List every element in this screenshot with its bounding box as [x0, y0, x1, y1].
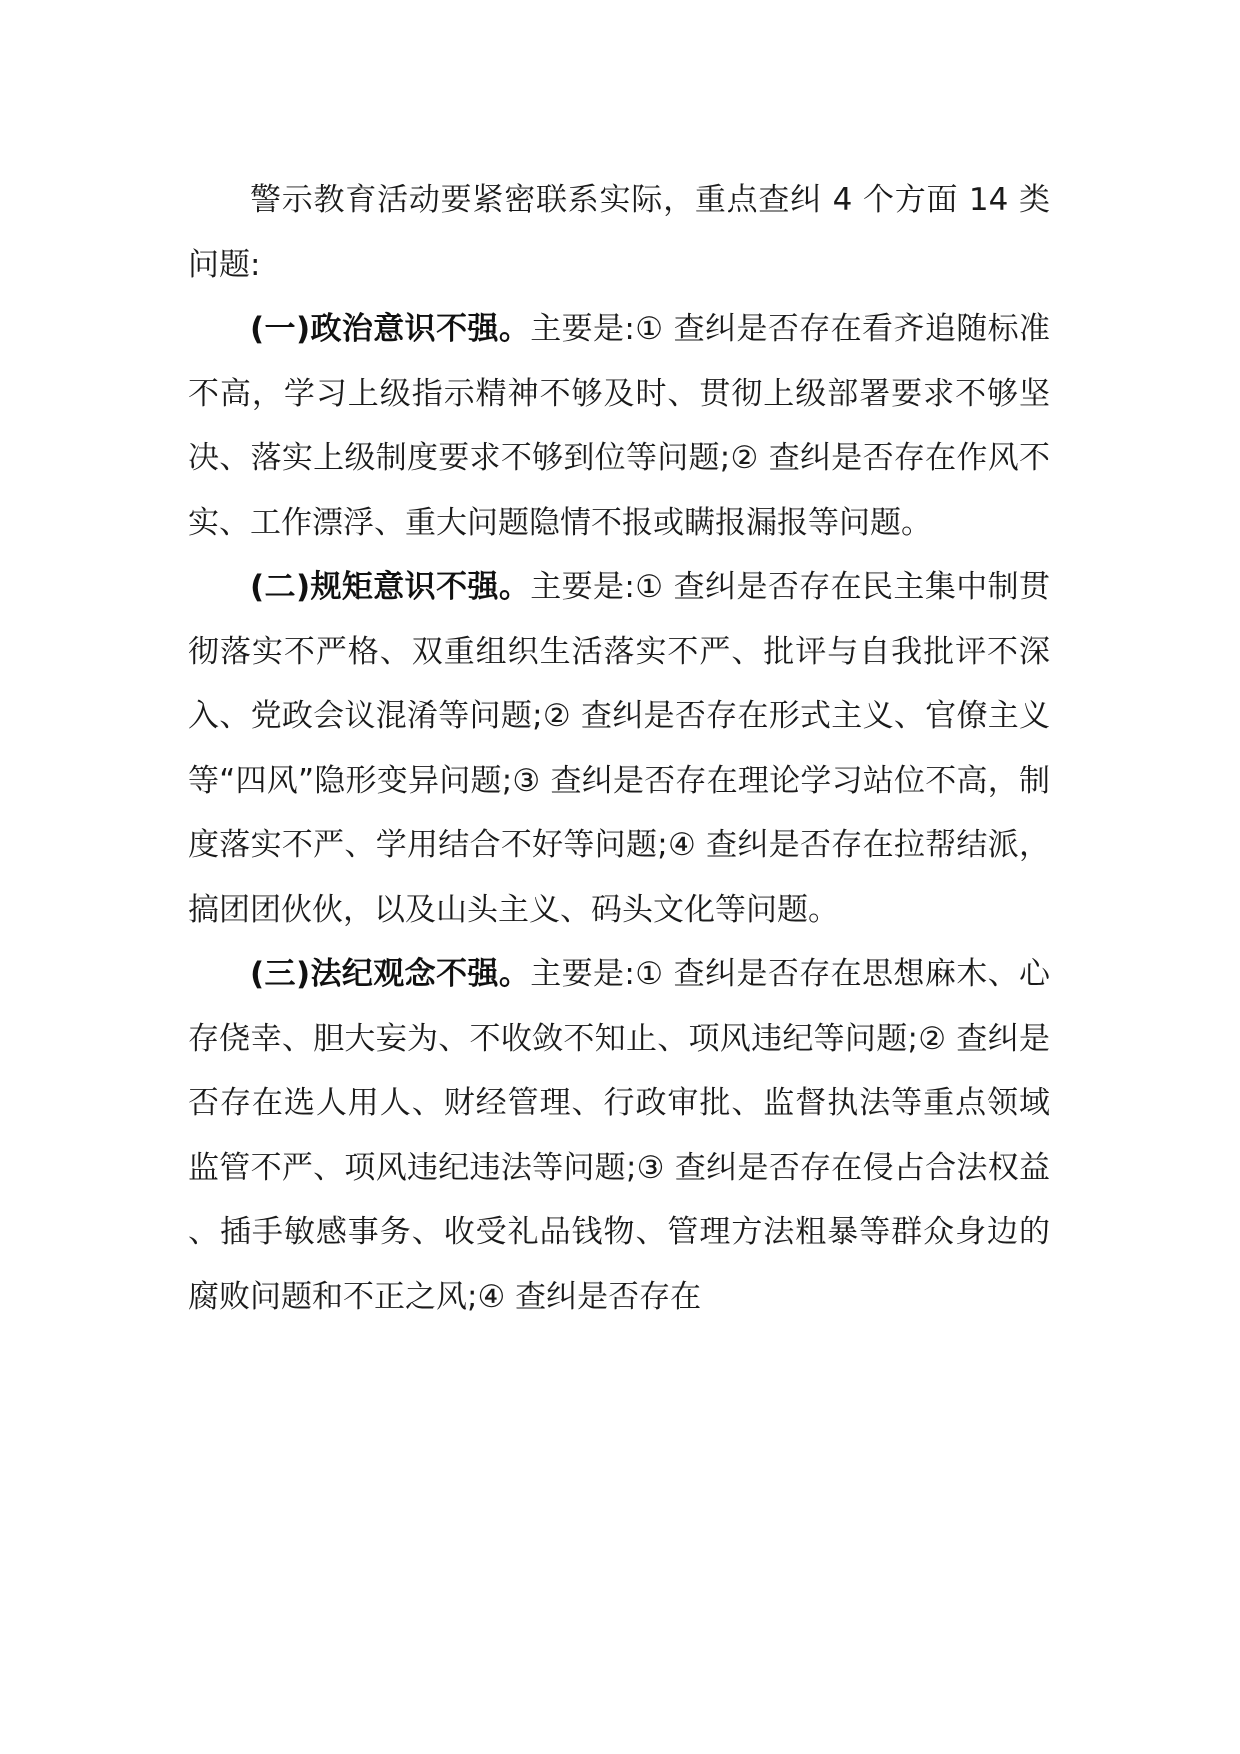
section-3-paragraph	[188, 942, 1050, 1329]
section-1-heading: (一)政治意识不强。	[250, 311, 531, 347]
document-body	[188, 168, 1050, 1329]
section-1-paragraph	[188, 297, 1050, 555]
section-3-body: 主要是:① 查纠是否存在思想麻木、心存侥幸、胆大妄为、不收敛不知止、项风违纪等问题;② 查纠是否存在选人用人、财经管理、行政审批、监督执法等重点领域监管不严、项风违纪违法等问题;③ 查纠是否存在侵占合法权益、插手敏感事务、收受礼品钱物、管理方法粗暴等群众身边的腐败问题和不正之风;④ 查纠是否存在	[188, 956, 1050, 1315]
section-2-paragraph	[188, 555, 1050, 942]
intro-paragraph	[188, 168, 1050, 297]
section-2-body: 主要是:① 查纠是否存在民主集中制贯彻落实不严格、双重组织生活落实不严、批评与自我批评不深入、党政会议混淆等问题;② 查纠是否存在形式主义、官僚主义等“四风”隐形变异问题;③ 查纠是否存在理论学习站位不高，制度落实不严、学用结合不好等问题;④ 查纠是否存在拉帮结派，搞团团伙伙，以及山头主义、码头文化等问题。	[188, 569, 1050, 928]
section-2-heading: (二)规矩意识不强。	[250, 569, 531, 605]
section-1-body: 主要是:① 查纠是否存在看齐追随标准不高，学习上级指示精神不够及时、贯彻上级部署要求不够坚决、落实上级制度要求不够到位等问题;② 查纠是否存在作风不实、工作漂浮、重大问题隐情不报或瞒报漏报等问题。	[188, 311, 1050, 541]
section-3-heading: (三)法纪观念不强。	[250, 956, 531, 992]
intro-text: 警示教育活动要紧密联系实际，重点查纠 4 个方面 14 类问题:	[188, 182, 1050, 283]
